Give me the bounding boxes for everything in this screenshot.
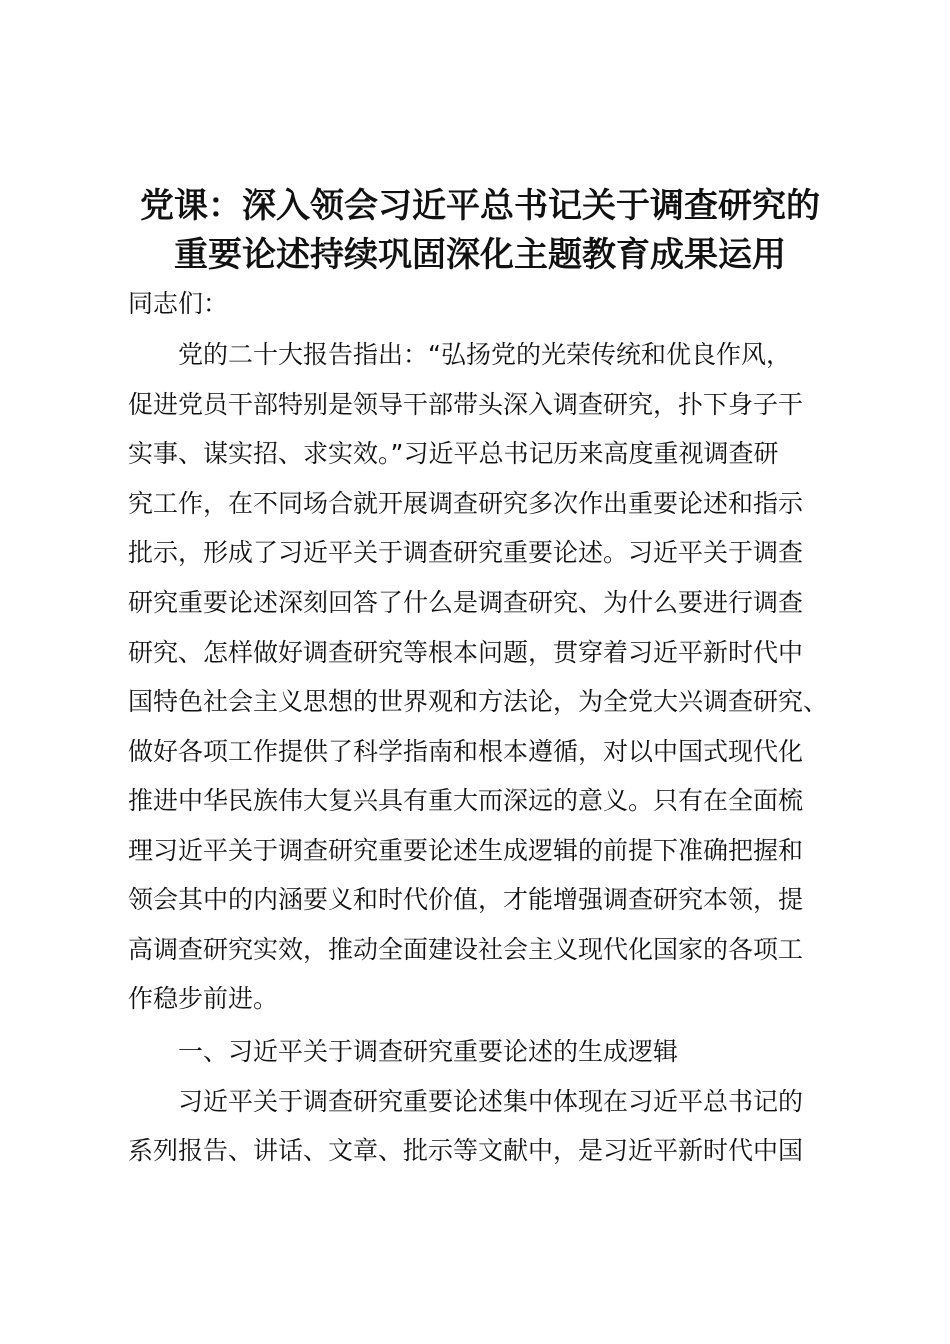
paragraph-1-line: 推进中华民族伟大复兴具有重大而深远的意义。只有在全面梳 [128,786,804,815]
paragraph-2-line: 习近平关于调查研究重要论述集中体现在习近平总书记的 [178,1087,804,1116]
section-heading: 一、习近平关于调查研究重要论述的生成逻辑 [178,1037,679,1066]
paragraph-1-line: 究工作，在不同场合就开展调查研究多次作出重要论述和指示 [128,489,804,518]
document-title-line-2: 重要论述持续巩固深化主题教育成果运用 [174,235,786,275]
paragraph-1-line: 促进党员干部特别是领导干部带头深入调查研究，扑下身子干 [128,390,804,419]
paragraph-1-line: 领会其中的内涵要义和时代价值，才能增强调查研究本领，提 [128,885,804,914]
paragraph-1-line: 做好各项工作提供了科学指南和根本遵循，对以中国式现代化 [128,737,804,766]
paragraph-1-line: 高调查研究实效，推动全面建设社会主义现代化国家的各项工 [128,935,804,964]
paragraph-1-line: 作稳步前进。 [128,984,279,1013]
paragraph-1-line: 批示，形成了习近平关于调查研究重要论述。习近平关于调查 [128,538,804,567]
paragraph-1-line: 研究重要论述深刻回答了什么是调查研究、为什么要进行调查 [128,588,804,617]
paragraph-1-line: 国特色社会主义思想的世界观和方法论，为全党大兴调查研究、 [128,687,829,716]
paragraph-2-line: 系列报告、讲话、文章、批示等文献中，是习近平新时代中国 [128,1136,804,1165]
salutation: 同志们： [128,289,229,318]
document-title-line-1: 党课：深入领会习近平总书记关于调查研究的 [140,186,820,226]
paragraph-1-line: 理习近平关于调查研究重要论述生成逻辑的前提下准确把握和 [128,836,804,865]
paragraph-1-line: 实事、谋实招、求实效。”习近平总书记历来高度重视调查研 [128,439,779,468]
paragraph-1-line: 党的二十大报告指出：“弘扬党的光荣传统和优良作风， [178,340,791,369]
paragraph-1-line: 研究、怎样做好调查研究等根本问题，贯穿着习近平新时代中 [128,638,804,667]
